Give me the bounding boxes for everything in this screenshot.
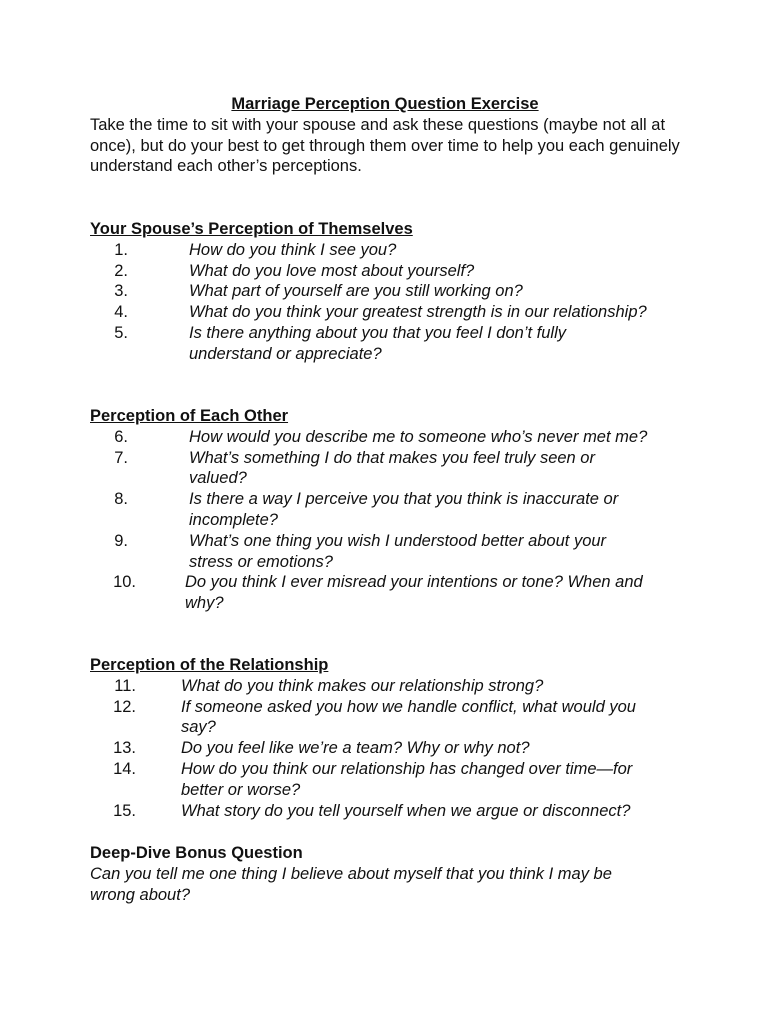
question-text: How do you think our relationship has changed over time—for better or worse? <box>181 759 633 799</box>
question-number: 6. <box>114 427 128 446</box>
question-item <box>90 572 690 614</box>
question-item <box>90 697 690 739</box>
question-number: 15. <box>113 801 136 820</box>
question-text: What part of yourself are you still working on? <box>189 282 523 301</box>
question-number: 8. <box>114 490 128 509</box>
question-text: Do you think I ever misread your intentions or tone? When and why? <box>185 573 643 613</box>
question-text: Do you feel like we’re a team? Why or why not? <box>181 739 530 758</box>
question-item <box>90 281 690 302</box>
question-item <box>90 489 690 531</box>
question-item <box>90 676 690 697</box>
question-text: What’s something I do that makes you feel truly seen or valued? <box>189 448 595 488</box>
question-list <box>90 240 690 365</box>
question-text: Is there a way I perceive you that you think is inaccurate or incomplete? <box>189 490 619 529</box>
question-text: How do you think I see you? <box>189 240 397 259</box>
question-item <box>90 801 690 822</box>
question-text: If someone asked you how we handle conflict, what would you say? <box>181 697 636 737</box>
question-list <box>90 427 690 614</box>
intro-paragraph: Take the time to sit with your spouse and ask these questions (maybe not all at once), but do your best to get through them over time to help you each genuinely understand each other’s perceptions. <box>90 115 680 176</box>
question-text: What do you love most about yourself? <box>189 261 475 280</box>
question-item <box>90 759 690 801</box>
section-heading: Perception of Each Other <box>90 407 289 425</box>
question-number: 9. <box>114 531 128 550</box>
question-text: What do you think makes our relationship strong? <box>181 676 544 695</box>
question-item <box>90 240 690 261</box>
question-item <box>90 738 690 759</box>
bonus-question-text: Can you tell me one thing I believe about myself that you think I may be wrong about? <box>90 864 612 904</box>
document-title: Marriage Perception Question Exercise <box>231 95 539 113</box>
section-heading: Perception of the Relationship <box>90 656 329 674</box>
question-number: 11. <box>114 676 136 695</box>
question-number: 7. <box>114 448 128 467</box>
question-text: How would you describe me to someone who’s never met me? <box>189 427 648 446</box>
question-item <box>90 531 690 573</box>
question-text: What’s one thing you wish I understood better about your stress or emotions? <box>189 531 607 571</box>
question-text: Is there anything about you that you feel I don’t fully understand or appreciate? <box>189 323 566 363</box>
section-each-other <box>90 406 690 614</box>
question-item <box>90 302 690 323</box>
question-number: 12. <box>113 697 136 716</box>
question-text: What story do you tell yourself when we argue or disconnect? <box>181 801 631 820</box>
question-number: 4. <box>114 303 128 322</box>
question-number: 5. <box>114 323 128 342</box>
question-number: 10. <box>113 573 136 592</box>
section-heading: Your Spouse’s Perception of Themselves <box>90 220 413 238</box>
question-number: 14. <box>113 759 136 778</box>
question-number: 3. <box>114 282 128 301</box>
question-item <box>90 323 690 365</box>
bonus-heading: Deep-Dive Bonus Question <box>90 844 303 862</box>
section-bonus <box>90 843 690 905</box>
question-number: 1. <box>114 240 128 259</box>
question-number: 13. <box>113 739 136 758</box>
document-page <box>90 94 690 904</box>
section-relationship <box>90 655 690 821</box>
question-item <box>90 448 690 490</box>
section-self-perception <box>90 219 690 365</box>
question-number: 2. <box>114 261 128 280</box>
question-item <box>90 261 690 282</box>
question-list <box>90 676 690 822</box>
question-text: What do you think your greatest strength is in our relationship? <box>189 303 647 322</box>
question-item <box>90 427 690 448</box>
